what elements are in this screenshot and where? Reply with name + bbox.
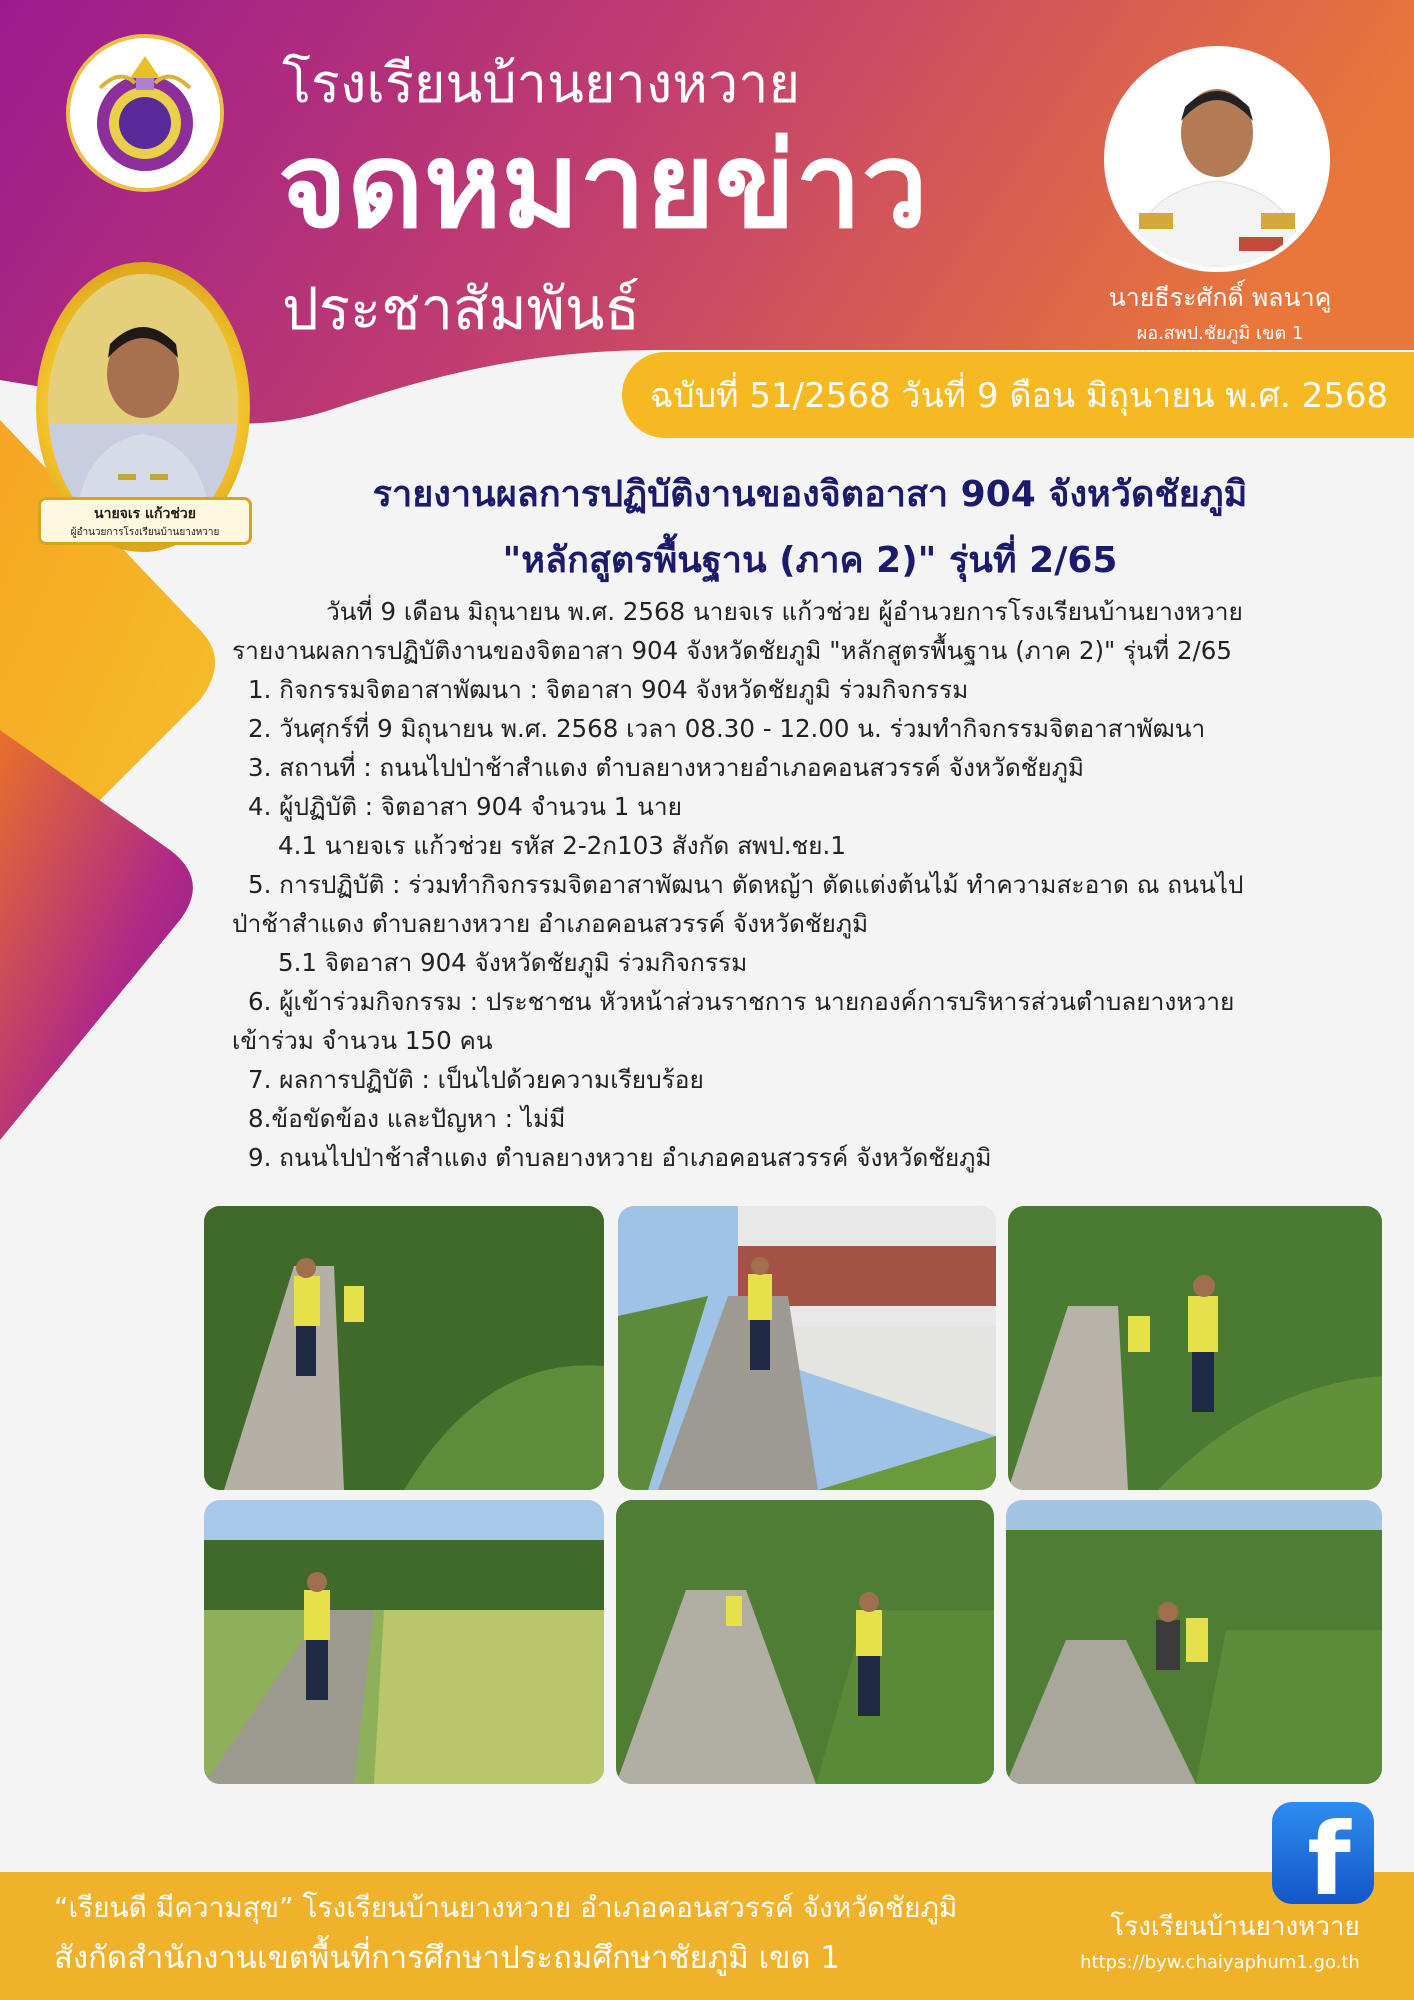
school-logo (66, 34, 224, 192)
header-school-name: โรงเรียนบ้านยางหวาย (282, 52, 801, 115)
roadside-clearing-photo-icon (616, 1500, 994, 1784)
roadside-clearing-photo-icon (204, 1500, 604, 1784)
activity-photo (1006, 1500, 1382, 1784)
activity-photo (204, 1206, 604, 1490)
item-9: 9. ถนนไปป่าช้าสำแดง ตำบลยางหวาย อำเภอคอนสวรรค์ จังหวัดชัยภูมิ (248, 1143, 992, 1172)
item-4: 4. ผู้ปฏิบัติ : จิตอาสา 904 จำนวน 1 นาย (248, 792, 682, 821)
footer-school-name: โรงเรียนบ้านยางหวาย (1110, 1912, 1360, 1942)
report-title-line1: รายงานผลการปฏิบัติงานของจิตอาสา 904 จังหวัดชัยภูมิ (372, 474, 1248, 515)
intro-line2: รายงานผลการปฏิบัติงานของจิตอาสา 904 จังหวัดชัยภูมิ "หลักสูตรพื้นฐาน (ภาค 2)" รุ่นที่ 2/65 (232, 636, 1232, 665)
roadside-clearing-photo-icon (618, 1206, 996, 1490)
director-name: นายจเร แก้วช่วย (94, 506, 196, 522)
item-6-line1: 6. ผู้เข้าร่วมกิจกรรม : ประชาชน หัวหน้าส่วนราชการ นายกองค์การบริหารส่วนตำบลยางหวาย (248, 987, 1235, 1016)
item-6-line2: เข้าร่วม จำนวน 150 คน (232, 1026, 493, 1055)
footer-affiliation: สังกัดสำนักงานเขตพื้นที่การศึกษาประถมศึกษาชัยภูมิ เขต 1 (54, 1940, 840, 1976)
item-5-line2: ป่าช้าสำแดง ตำบลยางหวาย อำเภอคอนสวรรค์ จังหวัดชัยภูมิ (232, 909, 869, 938)
item-4-1: 4.1 นายจเร แก้วช่วย รหัส 2-2ก103 สังกัด สพป.ชย.1 (278, 831, 846, 860)
issue-banner (622, 352, 1414, 438)
item-7: 7. ผลการปฏิบัติ : เป็นไปด้วยความเรียบร้อย (248, 1065, 704, 1094)
footer-slogan: “เรียนดี มีความสุข” โรงเรียนบ้านยางหวาย อำเภอคอนสวรรค์ จังหวัดชัยภูมิ (54, 1891, 958, 1924)
report-body (232, 592, 1362, 1177)
facebook-icon[interactable]: f (1272, 1802, 1374, 1904)
activity-photo (618, 1206, 996, 1490)
person-silhouette-icon (1109, 51, 1325, 267)
item-5-line1: 5. การปฏิบัติ : ร่วมทำกิจกรรมจิตอาสาพัฒนา ตัดหญ้า ตัดแต่งต้นไม้ ทำความสะอาด ณ ถนนไป (248, 870, 1244, 899)
officer-name: นายธีระศักดิ์ พลนาคู (1108, 283, 1332, 312)
item-2: 2. วันศุกร์ที่ 9 มิถุนายน พ.ศ. 2568 เวลา 08.30 - 12.00 น. ร่วมทำกิจกรรมจิตอาสาพัฒนา (248, 714, 1206, 743)
roadside-clearing-photo-icon (204, 1206, 604, 1490)
director-title: ผู้อำนวยการโรงเรียนบ้านยางหวาย (70, 527, 220, 538)
officer-portrait (1104, 46, 1330, 272)
roadside-clearing-photo-icon (1006, 1500, 1382, 1784)
item-3: 3. สถานที่ : ถนนไปป่าช้าสำแดง ตำบลยางหวายอำเภอคอนสวรรค์ จังหวัดชัยภูมิ (248, 753, 1085, 782)
report-title-line2: "หลักสูตรพื้นฐาน (ภาค 2)" รุ่นที่ 2/65 (502, 540, 1118, 581)
officer-title: ผอ.สพป.ชัยภูมิ เขต 1 (1136, 323, 1304, 344)
newsletter-subtitle: ประชาสัมพันธ์ (282, 275, 640, 343)
item-8: 8.ข้อขัดข้อง และปัญหา : ไม่มี (248, 1104, 566, 1133)
newsletter-title: จดหมายข่าว (278, 116, 928, 254)
footer-url[interactable]: https://byw.chaiyaphum1.go.th (1080, 1952, 1360, 1973)
activity-photo (204, 1500, 604, 1784)
roadside-clearing-photo-icon (1008, 1206, 1382, 1490)
report-title (260, 462, 1360, 594)
issue-text: ฉบับที่ 51/2568 วันที่ 9 ดือน มิถุนายน พ.ศ. 2568 (649, 376, 1389, 416)
activity-photo (1008, 1206, 1382, 1490)
director-nameplate (38, 497, 252, 545)
item-5-1: 5.1 จิตอาสา 904 จังหวัดชัยภูมิ ร่วมกิจกรรม (278, 948, 748, 977)
intro-line1: วันที่ 9 เดือน มิถุนายน พ.ศ. 2568 นายจเร แก้วช่วย ผู้อำนวยการโรงเรียนบ้านยางหวาย (326, 597, 1243, 626)
school-emblem-icon (80, 48, 210, 178)
item-1: 1. กิจกรรมจิตอาสาพัฒนา : จิตอาสา 904 จังหวัดชัยภูมิ ร่วมกิจกรรม (248, 675, 969, 704)
activity-photo (616, 1500, 994, 1784)
